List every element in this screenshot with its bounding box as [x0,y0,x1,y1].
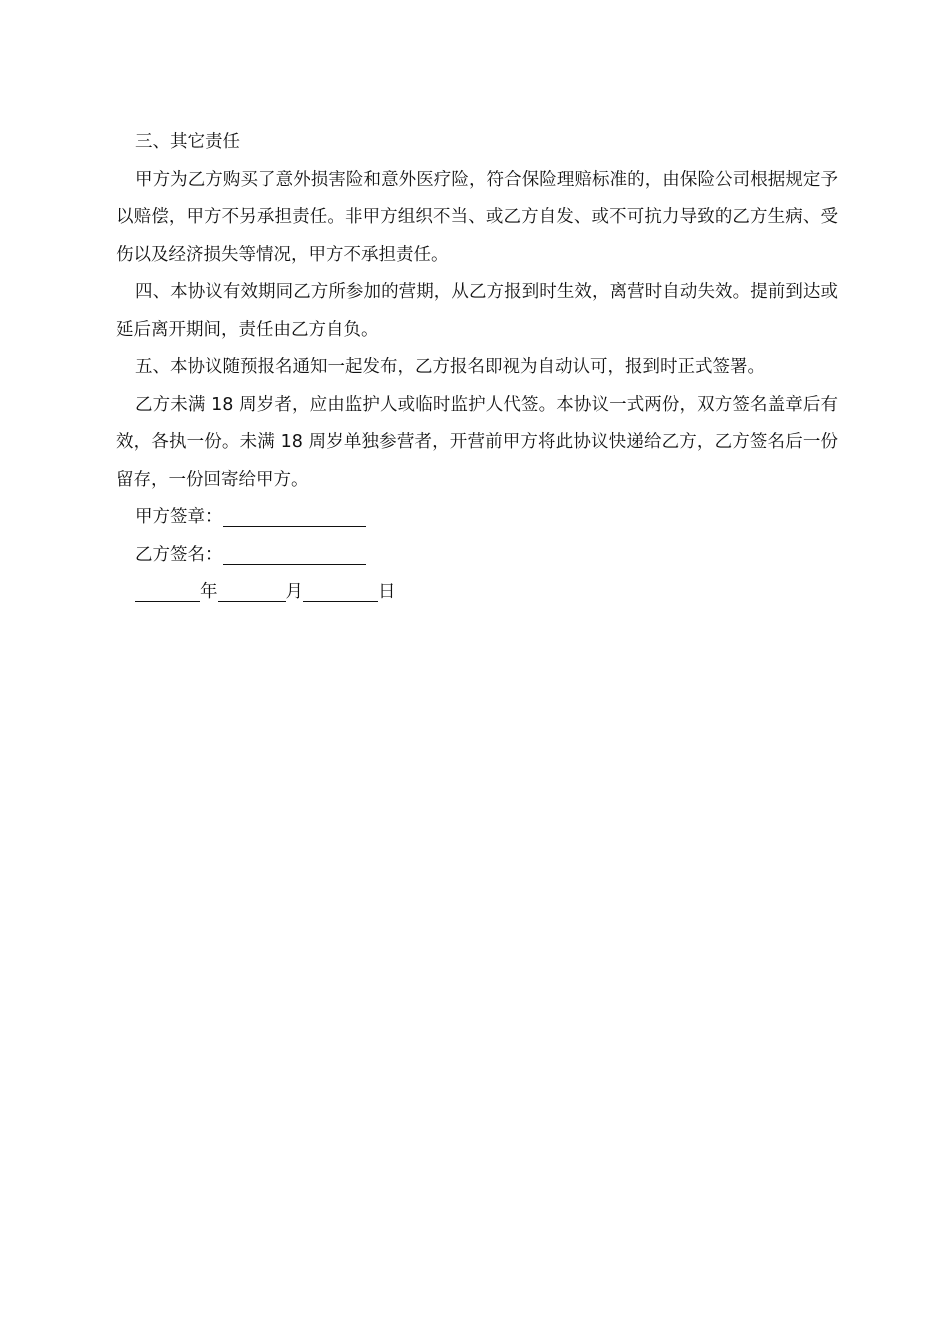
year-label: 年 [200,582,218,602]
section-4-clause: 四、本协议有效期同乙方所参加的营期，从乙方报到时生效，离营时自动失效。提前到达或延后离开期间，责任由乙方自负。 [116,282,838,340]
section-3-heading: 三、其它责任 [135,132,240,152]
month-blank [218,581,286,602]
party-a-signature-line [116,499,838,537]
day-blank [303,581,378,602]
month-label: 月 [285,582,303,602]
party-b-signature-line [116,537,838,575]
party-b-label: 乙方签名： [135,544,223,565]
party-a-signature-blank [223,506,366,527]
section-5-clause: 五、本协议随预报名通知一起发布，乙方报名即视为自动认可，报到时正式签署。 [135,357,765,377]
day-label: 日 [378,582,396,602]
section-3-body: 甲方为乙方购买了意外损害险和意外医疗险，符合保险理赔标准的，由保险公司根据规定予以赔偿，甲方不另承担责任。非甲方组织不当、或乙方自发、或不可抗力导致的乙方生病、受伤以及经济损失等情况，甲方不承担责任。 [116,169,838,265]
party-b-signature-blank [223,544,366,565]
year-blank [135,581,200,602]
document-page [116,124,838,612]
minor-clause: 乙方未满 18 周岁者，应由监护人或临时监护人代签。本协议一式两份，双方签名盖章后有效，各执一份。未满 18 周岁单独参营者，开营前甲方将此协议快递给乙方，乙方签名后一份留存，一份回寄给甲方。 [116,394,838,490]
party-a-label: 甲方签章： [135,507,223,527]
date-line [116,574,838,612]
